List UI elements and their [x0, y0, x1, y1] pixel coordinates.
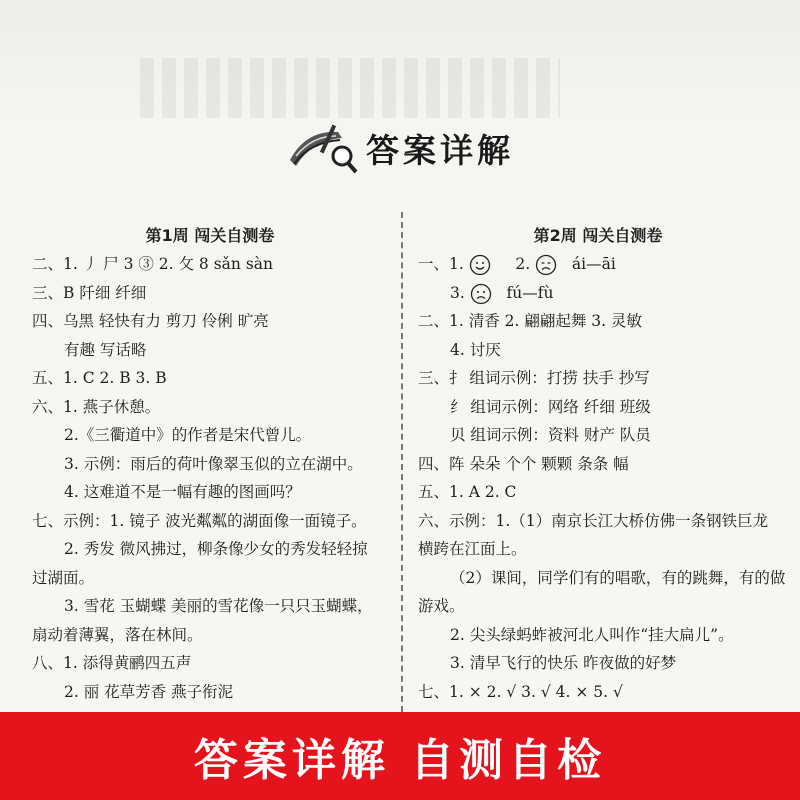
answer-prefix: 3.: [450, 283, 465, 302]
week2-column: [418, 222, 786, 706]
answer-line: 过湖面。: [32, 568, 95, 587]
answer-line: 四、乌黑 轻快有力 剪刀 伶俐 旷亮: [32, 312, 269, 330]
slogan-banner: [0, 712, 800, 800]
answer-line: 游戏。: [418, 597, 465, 615]
week1-title: 第1周 闯关自测卷: [145, 226, 275, 245]
frowning-face-icon: [535, 254, 557, 276]
answer-line: 2. 尖头绿蚂蚱被河北人叫作“挂大扁儿”。: [450, 625, 734, 644]
answer-line: 八、1. 添得黄鹂四五声: [32, 654, 192, 672]
slogan-text: 答案详解 自测自检: [193, 735, 607, 786]
answer-line: 七、1. × 2. √ 3. √ 4. × 5. √: [418, 682, 623, 701]
answer-line: 2. 秀发 微风拂过，柳条像少女的秀发轻轻掠: [64, 540, 368, 558]
answer-line: 五、1. A 2. C: [418, 483, 517, 501]
week2-title: 第2周 闯关自测卷: [533, 226, 663, 245]
scroll-magnifier-icon: [286, 120, 358, 176]
answer-line: 横跨在江面上。: [418, 540, 527, 558]
answer-line: 二、1. 丿 尸 3 ③ 2. 攵 8 sǎn sàn: [32, 255, 273, 273]
answer-line: [418, 250, 778, 279]
answer-line: 六、示例：1.（1）南京长江大桥仿佛一条钢铁巨龙: [418, 511, 769, 530]
section-banner: [286, 118, 514, 178]
answer-line: 纟 组词示例：网络 纤细 班级: [450, 397, 651, 416]
answer-line: 三、B 阡细 纤细: [32, 283, 147, 302]
answer-line: 五、1. C 2. B 3. B: [32, 369, 167, 387]
answer-line: 4. 讨厌: [450, 340, 501, 359]
answer-line: 贝 组词示例：资料 财产 队员: [450, 426, 651, 444]
answer-line: 四、阵 朵朵 个个 颗颗 条条 幅: [418, 454, 629, 473]
answer-line: 3. 示例：雨后的荷叶像翠玉似的立在湖中。: [64, 454, 363, 473]
answer-line: 2.《三衢道中》的作者是宋代曾儿。: [64, 426, 312, 444]
smiling-face-icon: [469, 254, 491, 276]
answer-prefix: 2.: [515, 255, 531, 273]
answer-line: 扇动着薄翼，落在林间。: [32, 625, 203, 644]
pinyin-answer: ái—āi: [571, 255, 616, 273]
answer-line: 六、1. 燕子休憩。: [32, 397, 161, 416]
faded-print-through: [140, 58, 560, 118]
week1-column: [32, 222, 388, 735]
column-divider: [401, 212, 403, 712]
pinyin-answer: fú—fù: [506, 283, 554, 302]
answer-line: 七、示例：1. 镜子 波光粼粼的湖面像一面镜子。: [32, 511, 367, 530]
answer-line: [418, 279, 778, 308]
answer-line: 有趣 写话略: [64, 340, 147, 359]
answer-line: 二、1. 清香 2. 翩翩起舞 3. 灵敏: [418, 312, 643, 330]
answer-line: 三、扌 组词示例：打捞 扶手 抄写: [418, 369, 650, 387]
banner-title: 答案详解: [366, 130, 514, 170]
answer-line: （2）课间，同学们有的唱歌，有的跳舞，有的做: [450, 568, 786, 587]
answer-line: 4. 这难道不是一幅有趣的图画吗？: [64, 483, 301, 501]
answer-line: 3. 雪花 玉蝴蝶 美丽的雪花像一只只玉蝴蝶，: [64, 597, 373, 615]
answer-line: 3. 清早飞行的快乐 昨夜做的好梦: [450, 654, 677, 672]
answer-line: 2. 丽 花草芳香 燕子衔泥: [64, 682, 234, 701]
answer-prefix: 一、1.: [418, 255, 464, 273]
frowning-face-icon: [470, 283, 492, 305]
